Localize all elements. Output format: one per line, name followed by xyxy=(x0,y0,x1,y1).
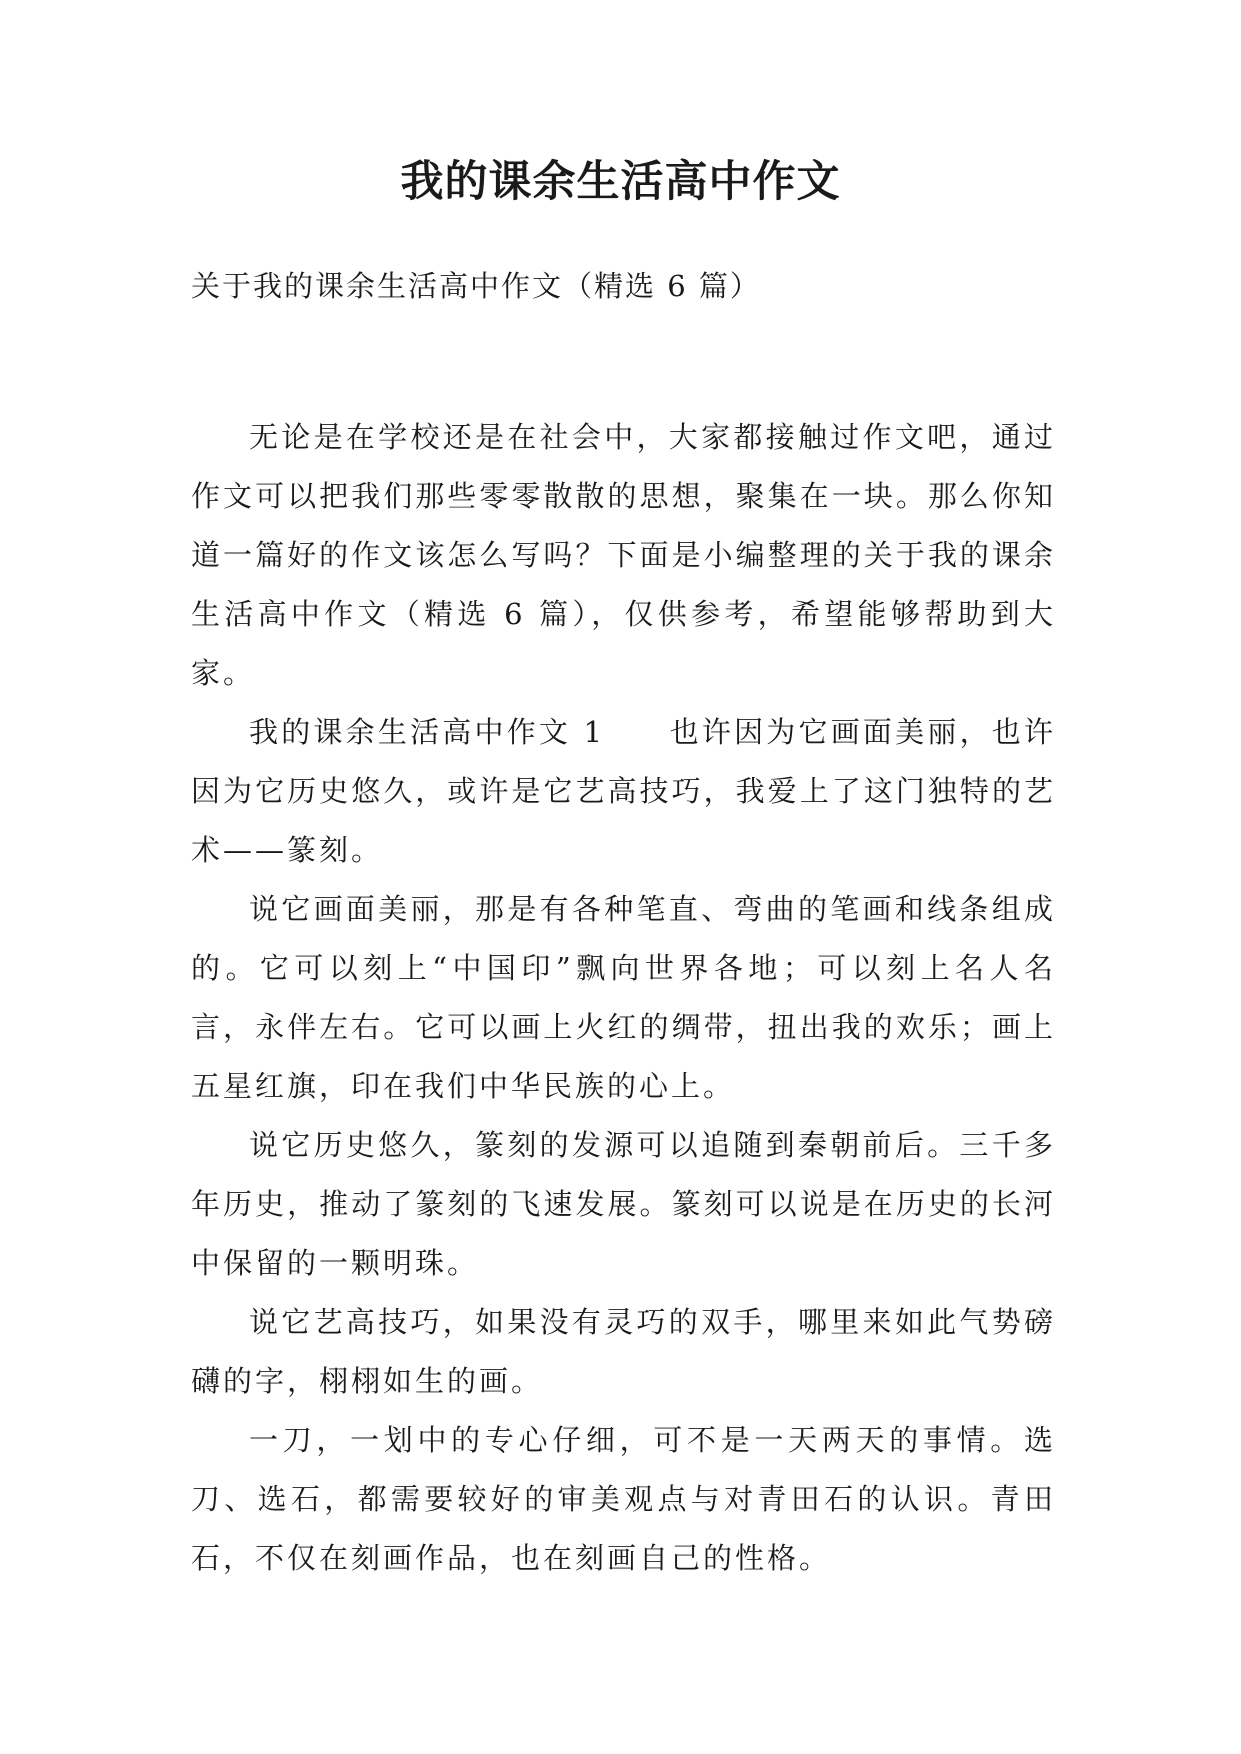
paragraph-history: 说它历史悠久，篆刻的发源可以追随到秦朝前后。三千多年历史，推动了篆刻的飞速发展。篆刻可以说是在历史的长河中保留的一颗明珠。 xyxy=(191,1128,1056,1280)
document-body xyxy=(191,408,1056,1588)
document-subtitle: 关于我的课余生活高中作文（精选 6 篇） xyxy=(191,269,761,303)
page-title: 我的课余生活高中作文 xyxy=(400,157,841,207)
paragraph-essay-1-opening: 我的课余生活高中作文 1 也许因为它画面美丽，也许因为它历史悠久，或许是它艺高技巧，我爱上了这门独特的艺术——篆刻。 xyxy=(191,715,1056,867)
paragraph-skill: 说它艺高技巧，如果没有灵巧的双手，哪里来如此气势磅礴的字，栩栩如生的画。 xyxy=(191,1305,1056,1398)
paragraph-beauty: 说它画面美丽，那是有各种笔直、弯曲的笔画和线条组成的。它可以刻上“中国印”飘向世界各地；可以刻上名人名言，永伴左右。它可以画上火红的绸带，扭出我的欢乐；画上五星红旗，印在我们中华民族的心上。 xyxy=(191,892,1056,1103)
paragraph-carving: 一刀，一划中的专心仔细，可不是一天两天的事情。选刀、选石，都需要较好的审美观点与对青田石的认识。青田石，不仅在刻画作品，也在刻画自己的性格。 xyxy=(191,1423,1056,1575)
paragraph-intro: 无论是在学校还是在社会中，大家都接触过作文吧，通过作文可以把我们那些零零散散的思想，聚集在一块。那么你知道一篇好的作文该怎么写吗？下面是小编整理的关于我的课余生活高中作文（精选 6 篇），仅供参考，希望能够帮助到大家。 xyxy=(191,420,1056,690)
